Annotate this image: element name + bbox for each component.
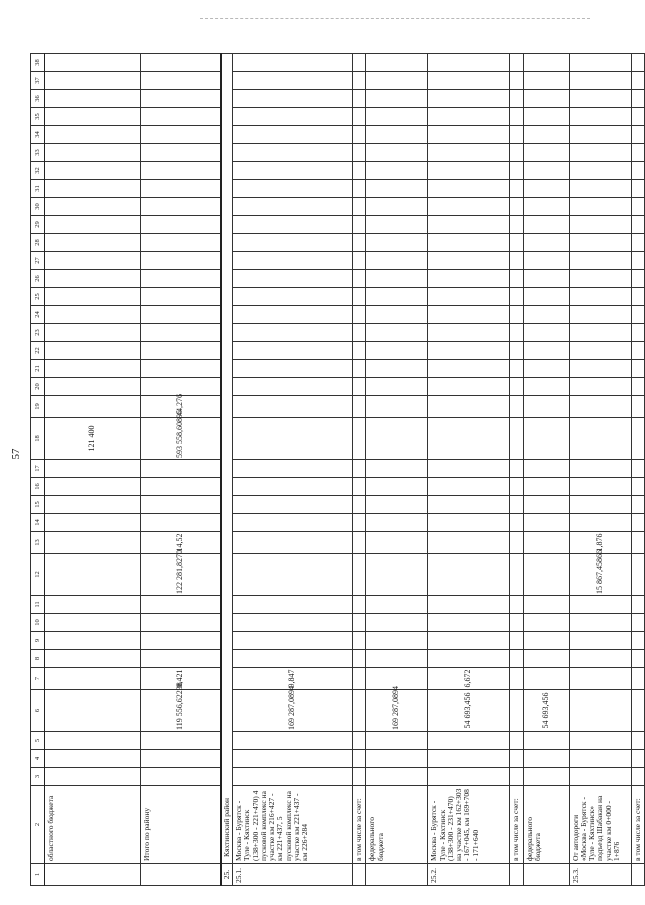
value-cell: 54 693,456 <box>428 690 510 732</box>
header-cell: 2 <box>31 786 45 864</box>
header-cell: 24 <box>31 306 45 324</box>
row-name-cell: в том числе за счет: <box>631 786 644 864</box>
header-cell: 38 <box>31 54 45 72</box>
value-cell: 1,876 <box>569 532 631 554</box>
header-cell: 31 <box>31 180 45 198</box>
value-cell <box>45 554 141 596</box>
header-cell: 22 <box>31 342 45 360</box>
header-cell: 28 <box>31 234 45 252</box>
header-cell: 32 <box>31 162 45 180</box>
header-cell: 13 <box>31 532 45 554</box>
table-row <box>631 54 644 886</box>
value-cell <box>233 554 353 596</box>
header-cell: 21 <box>31 360 45 378</box>
value-cell <box>45 690 141 732</box>
row-name-cell: федерального бюджета <box>366 786 428 864</box>
header-cell: 36 <box>31 90 45 108</box>
value-cell <box>569 690 631 732</box>
table-row <box>510 54 523 886</box>
row-name-cell: в том числе за счет: <box>353 786 366 864</box>
value-cell: 14,52 <box>141 532 221 554</box>
header-cell: 35 <box>31 108 45 126</box>
value-cell: 6,672 <box>428 668 510 690</box>
table-row <box>141 54 221 886</box>
value-cell <box>45 396 141 418</box>
header-cell: 4 <box>31 750 45 768</box>
row-name-cell: Москва - Бурятск - Туле - Кяхтинск (138+300 - 221+470) 4 пусковой комплекс на участке км 216+427 - км 221+437, 5 пусковой комплекс на участке км 221+437 - км 226+284 <box>233 786 353 864</box>
value-cell: 169 287,0894 <box>233 690 353 732</box>
row-number-cell: 25.2. <box>428 864 510 886</box>
row-number-cell <box>141 864 221 886</box>
value-cell <box>569 668 631 690</box>
header-cell: 18 <box>31 418 45 460</box>
header-cell: 23 <box>31 324 45 342</box>
section-number-cell: 25. <box>221 864 233 886</box>
column-number-row <box>31 54 45 886</box>
header-cell: 5 <box>31 732 45 750</box>
scan-artifact-line <box>200 18 590 19</box>
header-cell: 17 <box>31 460 45 478</box>
header-cell: 37 <box>31 72 45 90</box>
row-name-cell: в том числе за счет: <box>510 786 523 864</box>
section-title: Кяхтинский район <box>221 54 233 864</box>
value-cell <box>45 668 141 690</box>
value-cell: 169 287,0894 <box>366 690 428 732</box>
budget-table <box>30 53 645 886</box>
header-cell: 12 <box>31 554 45 596</box>
header-cell: 26 <box>31 270 45 288</box>
table-row <box>428 54 510 886</box>
header-cell: 8 <box>31 650 45 668</box>
row-name-cell: Москва - Бурятск - Туле - Кяхтинск (138+300 - 231+470) на участке км 162+303 - 167+045, км 169+708 - 171+640 <box>428 786 510 864</box>
value-cell: 54 693,456 <box>523 690 569 732</box>
table-row <box>353 54 366 886</box>
table-row <box>523 54 569 886</box>
value-cell: 8,421 <box>141 668 221 690</box>
row-name-cell: Итого по району <box>141 786 221 864</box>
header-cell: 1 <box>31 864 45 886</box>
header-cell: 34 <box>31 126 45 144</box>
header-cell: 33 <box>31 144 45 162</box>
row-name-cell: От автодороги «Москва - Бурятск - Туле - Кяхтинск» подъезд Шабакан на участке км 0+000 - 1+876 <box>569 786 631 864</box>
header-cell: 19 <box>31 396 45 418</box>
row-number-cell: 25.3. <box>569 864 631 886</box>
value-cell: 15 867,45866 <box>569 554 631 596</box>
header-cell: 3 <box>31 768 45 786</box>
table-row <box>45 54 141 886</box>
table-row <box>233 54 353 886</box>
row-number-cell: 25.1. <box>233 864 353 886</box>
header-cell: 7 <box>31 668 45 690</box>
header-cell: 20 <box>31 378 45 396</box>
header-cell: 30 <box>31 198 45 216</box>
value-cell: 122 281,8270 <box>141 554 221 596</box>
header-cell: 14 <box>31 514 45 532</box>
value-cell: 121 400 <box>45 418 141 460</box>
row-name-cell: областного бюджета <box>45 786 141 864</box>
value-cell: 593 558,60895 <box>141 418 221 460</box>
table-row <box>366 54 428 886</box>
value-cell: 9,847 <box>233 668 353 690</box>
value-cell: 44,276 <box>141 396 221 418</box>
header-cell: 10 <box>31 614 45 632</box>
value-cell <box>45 532 141 554</box>
header-cell: 29 <box>31 216 45 234</box>
section-row <box>221 54 233 886</box>
row-number-cell <box>45 864 141 886</box>
header-cell: 16 <box>31 478 45 496</box>
header-cell: 6 <box>31 690 45 732</box>
page-number: 57 <box>10 448 22 460</box>
value-cell <box>233 532 353 554</box>
header-cell: 25 <box>31 288 45 306</box>
table-row <box>569 54 631 886</box>
header-cell: 9 <box>31 632 45 650</box>
header-cell: 11 <box>31 596 45 614</box>
header-cell: 15 <box>31 496 45 514</box>
value-cell: 119 556,62238 <box>141 690 221 732</box>
header-cell: 27 <box>31 252 45 270</box>
row-name-cell: федерального бюджета <box>523 786 569 864</box>
rotated-sheet <box>30 59 642 886</box>
